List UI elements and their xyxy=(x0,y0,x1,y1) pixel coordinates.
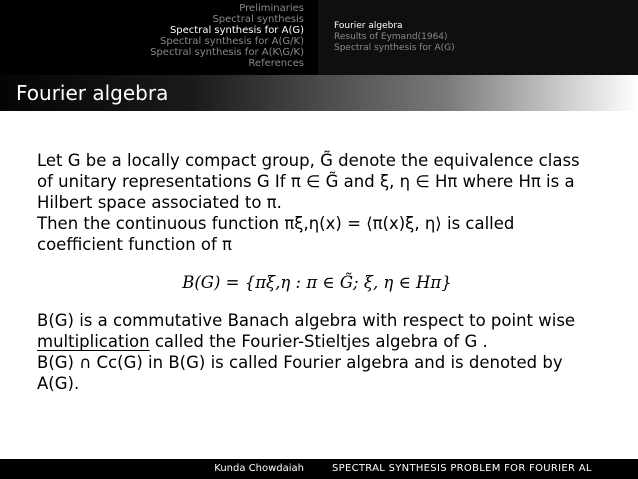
footer-title: SPECTRAL SYNTHESIS PROBLEM FOR FOURIER AL xyxy=(332,463,592,474)
underlined-term: multiplication xyxy=(37,332,150,351)
nav-section-preliminaries[interactable]: Preliminaries xyxy=(239,3,304,14)
body-text: in B(G) is called Fourier algebra and is denoted by xyxy=(142,353,563,372)
body-line: A(G). xyxy=(37,374,80,393)
frame-title-bar xyxy=(0,75,638,111)
body-line: Hilbert space associated to π. xyxy=(37,193,282,212)
nav-section-spectral-synthesis-a-g-k[interactable]: Spectral synthesis for A(G/K) xyxy=(160,36,304,47)
frame-title: Fourier algebra xyxy=(16,81,169,105)
nav-section-spectral-synthesis-a-g[interactable]: Spectral synthesis for A(G) xyxy=(169,25,304,36)
nav-section-references[interactable]: References xyxy=(248,58,304,69)
closure-expression: B(G) ∩ Cc(G) xyxy=(37,353,143,372)
display-formula: B(G) = {πξ,η : π ∈ G̃; ξ, η ∈ Hπ} xyxy=(182,273,452,292)
body-line: of unitary representations G If π ∈ G̃ and ξ, η ∈ Hπ where Hπ is a xyxy=(37,172,575,191)
body-line: B(G) is a commutative Banach algebra with respect to point wise xyxy=(37,311,576,330)
body-text: called the Fourier-Stieltjes algebra of G . xyxy=(149,332,488,351)
nav-subsection-fourier-algebra[interactable]: Fourier algebra xyxy=(334,21,403,31)
body-line: Then the continuous function πξ,η(x) = ⟨π(x)ξ, η⟩ is called xyxy=(37,214,515,233)
section-navigation xyxy=(0,0,318,75)
body-line: Let G be a locally compact group, G̃ denote the equivalence class xyxy=(37,151,580,170)
nav-section-spectral-synthesis[interactable]: Spectral synthesis xyxy=(212,14,304,25)
slide-body xyxy=(37,150,597,394)
beamer-header xyxy=(0,0,638,75)
nav-subsection-spectral-synthesis-a-g[interactable]: Spectral synthesis for A(G) xyxy=(334,43,455,53)
nav-section-spectral-synthesis-a-k-g-k[interactable]: Spectral synthesis for A(K\G/K) xyxy=(150,47,304,58)
beamer-footer xyxy=(0,459,638,479)
body-line: coefficient function of π xyxy=(37,235,232,254)
nav-subsection-results-eymand[interactable]: Results of Eymand(1964) xyxy=(334,32,448,42)
footer-author: Kunda Chowdaiah xyxy=(214,463,304,474)
body-line xyxy=(37,352,597,373)
body-line xyxy=(37,331,597,352)
subsection-navigation xyxy=(318,0,638,75)
